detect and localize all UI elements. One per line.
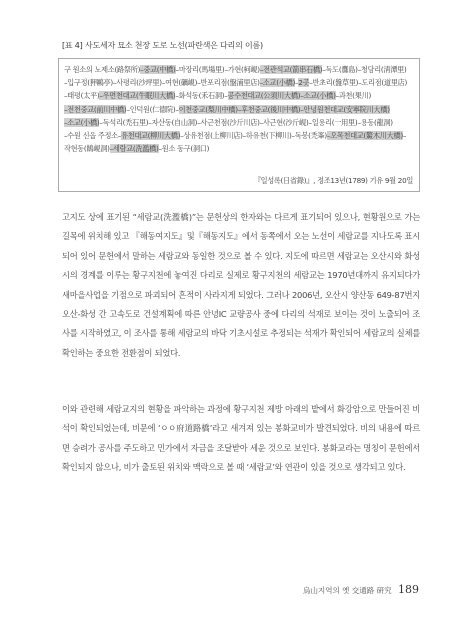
route-place: –도리점(道里店) <box>358 78 408 88</box>
source-note: 『일성록(日省錄)』, 정조13년(1789) 기유 9월 20일 <box>253 176 413 185</box>
route-place: –독도(纛島)– <box>322 65 361 74</box>
route-place: –용동(龍洞) <box>357 117 393 127</box>
paragraph-2: 이와 관련해 세람교지의 현황을 파악하는 과정에 황구지천 제방 아래의 밭에서 화강암으로 만들어진 비석이 확인되었는데, 비문에 ‘ㅇㅇ府道路橋’라고 새겨져 있는 봉화교비가 발견되었다. 비의 내용에 따르면 승려가 공사를 주도하고 민가에서 자금을 조달받아 세운 것으로 보인다. 봉화교라는 명칭이 문헌에서 확인되지 않으나, 비가 출토된 위치와 맥락으로 볼 때 ‘세람교’와 연관이 있을 것으로 생각되고 있다. <box>62 404 420 473</box>
route-place: 구 원소의 노제소(路祭所) <box>64 65 141 74</box>
route-place: –가현(柯峴) <box>224 65 260 74</box>
route-place: 청담리(淸潭里) <box>360 65 407 74</box>
route-place: –일용리(一用里) <box>308 117 358 127</box>
route-place: 작현동(鵲峴洞) <box>64 144 110 154</box>
bridge-name: –중교(中橋) <box>140 65 176 74</box>
route-place: –상유천점(上柳川店) <box>180 131 243 141</box>
route-place: –화석동(禾石洞) <box>175 91 225 101</box>
bridge-name: –세람교(洗濫橋) <box>109 144 159 154</box>
table-caption: [표 4] 사도세자 묘소 천장 도로 노선(파란색은 다리의 이름) <box>62 41 263 50</box>
bridge-name: –안녕원천대교(安寧院川大橋) <box>300 104 390 114</box>
route-place: – <box>224 91 228 101</box>
route-place: – <box>295 78 299 88</box>
route-place: –하유천(下柳川) <box>242 131 292 141</box>
route-place: –과천(果川) <box>335 91 371 101</box>
running-title: 烏山지역의 옛 交通路 硏究 <box>302 586 392 595</box>
bridge-name: 공수천대교(公須川大橋) <box>227 91 301 101</box>
route-place: –반포리점(盤浦里店) <box>197 78 260 88</box>
route-place: –수원 신읍 주정소– <box>64 131 122 141</box>
route-place: – <box>402 131 407 141</box>
route-place: –독석리(禿石里)– <box>99 117 152 127</box>
route-table-box <box>58 58 420 192</box>
route-place: –사평리(沙坪里) <box>112 78 162 88</box>
route-place: –사근현(沙斤峴) <box>259 117 309 127</box>
route-place: –독봉(禿峯) <box>291 131 327 141</box>
route-place: –여현(礪峴) <box>161 78 198 88</box>
route-place: –인덕원(仁德院)– <box>126 104 179 114</box>
paragraph-1: 고지도 상에 표기된 “세람교(洗濫橋)”는 문헌상의 한자와는 다르게 표기되어 있으나, 현황원으로 가는 길목에 위치해 있고 『해동여지도』및『해동지도』에서 동쪽에서 오는 노선이 세람교를 지나도록 표시되어 있어 문헌에서 말하는 세람교와 동일한 것으로 볼 수 있다. 지도에 따르면 세람교는 오산시와 화성시의 경계를 이루는 황구지천에 놓여진 다리로 실제로 황구지천의 세람교는 1970년대까지 유지되다가 새마을사업을 기점으로 파괴되어 흔적이 사라지게 되었다. 그러나 2006년, 오산시 양산동 649-87번지 오산-화성 간 고속도로 건설계획에 따른 안녕IC 교량공사 중에 다리의 석재로 보이는 것이 노출되어 조사를 시작하였고, 이 조사를 통해 세람교의 바닥 기초시설로 추정되는 석재가 확인되어 세람교의 실체를 확인하는 중요한 전환점이 되었다. <box>62 212 420 358</box>
bridge-name: –전관석교(箭串石橋) <box>259 65 323 74</box>
route-place: –마장리(馬場里) <box>175 65 225 74</box>
bridge-name: 이천중교(梨川中橋) <box>178 104 238 114</box>
bridge-name: 유천대교(柳川大橋) <box>121 131 181 141</box>
bridge-name: –소교(小橋) <box>300 91 336 101</box>
bridge-name: –소교(小橋) <box>64 117 100 127</box>
bridge-name: –소교(小橋) <box>259 78 295 88</box>
route-place: –입구정(狎鷗亭) <box>64 78 113 88</box>
route-place: 자산동(自山洞) <box>151 117 198 127</box>
route-text <box>64 63 416 155</box>
bridge-name: –후천중교(後川中橋) <box>237 104 301 114</box>
route-place: –태평(太平) <box>64 91 100 101</box>
route-place: –사근천점(沙斤川店) <box>197 117 260 127</box>
page-number: 189 <box>398 583 419 596</box>
bridge-name: 2곳 <box>298 78 310 88</box>
route-place: –반초리(盤草里) <box>309 78 359 88</box>
bridge-name: –우면천대교(牛眠川大橋) <box>99 91 176 101</box>
bridge-name: –전천중교(前川中橋) <box>64 104 127 114</box>
bridge-name: –오목천대교(鰲木川大橋) <box>326 131 403 141</box>
page-footer <box>303 583 419 596</box>
route-place: –원소 동구(洞口) <box>158 144 210 154</box>
